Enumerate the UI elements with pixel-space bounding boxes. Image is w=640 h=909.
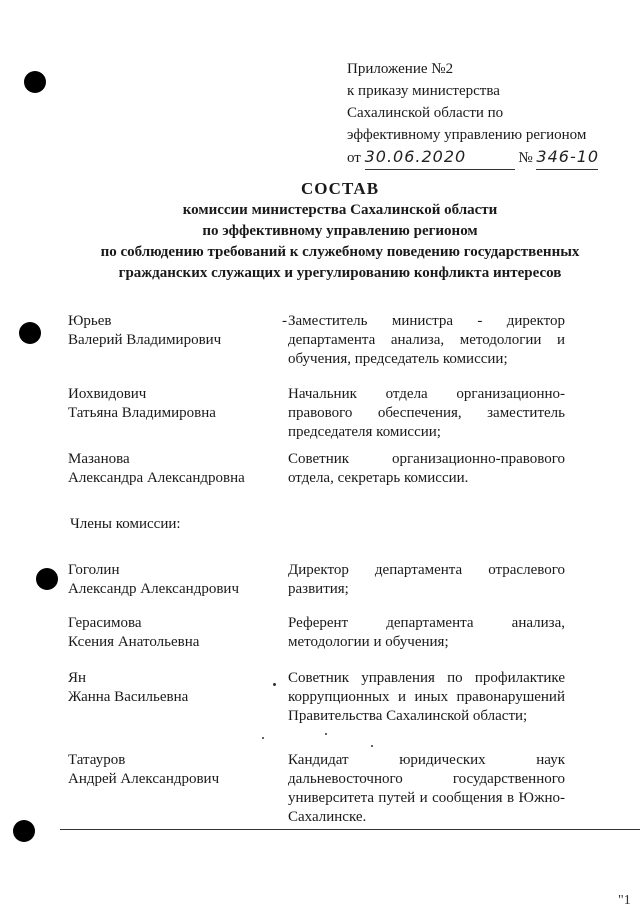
dash: - — [282, 313, 287, 329]
punch-hole-top — [24, 71, 46, 93]
scan-speck — [371, 745, 373, 747]
number-field — [536, 146, 598, 170]
person-name — [68, 312, 268, 350]
order-date: 30.06.2020 — [364, 147, 467, 166]
person-name — [68, 751, 268, 789]
appendix-line: эффективному управлению регионом — [347, 127, 587, 143]
person-role: Советник организационно-правового отдела, секретарь комиссии. — [288, 451, 565, 486]
date-field — [365, 146, 515, 170]
person-role: Директор департамента отраслевого развития; — [288, 562, 565, 597]
person-role: Начальник отдела организационно-правового обеспечения, заместитель председателя комиссии; — [288, 386, 565, 440]
punch-hole-lower — [36, 568, 58, 590]
title-line: гражданских служащих и урегулированию конфликта интересов — [118, 265, 562, 281]
surname: Ян — [68, 670, 87, 686]
surname: Иохвидович — [68, 386, 147, 402]
person-name — [68, 561, 268, 599]
title-line: по эффективному управлению регионом — [202, 223, 478, 239]
order-date-line — [347, 146, 617, 170]
person-role: Советник управления по профилактике коррупционных и иных правонарушений Правительства Сахалинской области; — [288, 670, 565, 724]
surname: Мазанова — [68, 451, 130, 467]
person-name — [68, 450, 268, 488]
appendix-line: Сахалинской области по — [347, 105, 504, 121]
given-name: Ксения Анатольевна — [68, 634, 200, 650]
person-name — [68, 385, 268, 423]
scan-speck — [273, 683, 276, 686]
title-line: комиссии министерства Сахалинской области — [182, 202, 498, 218]
surname: Юрьев — [68, 313, 112, 329]
person-role: Референт департамента анализа, методологии и обучения; — [288, 615, 565, 650]
person-role: Заместитель министра - директор департамента анализа, методологии и обучения, председатель комиссии; — [288, 313, 565, 367]
date-prefix: от — [347, 150, 361, 166]
appendix-header — [347, 58, 617, 170]
person-name — [68, 669, 268, 707]
number-prefix: № — [518, 150, 533, 166]
punch-hole-upper — [19, 322, 41, 344]
corner-mark: "1 — [618, 893, 631, 908]
person-name — [68, 614, 268, 652]
given-name: Александр Александрович — [68, 581, 239, 597]
surname: Герасимова — [68, 615, 142, 631]
given-name: Татьяна Владимировна — [68, 405, 216, 421]
person-role: Кандидат юридических наук дальневосточного государственного университета путей и сообщения в Южно-Сахалинске. — [288, 752, 565, 825]
bottom-rule — [60, 829, 640, 830]
surname: Гоголин — [68, 562, 120, 578]
document-title — [40, 178, 640, 284]
appendix-line: Приложение №2 — [347, 61, 454, 77]
surname: Татауров — [68, 752, 126, 768]
given-name: Андрей Александрович — [68, 771, 220, 787]
given-name: Александра Александровна — [68, 470, 245, 486]
scan-speck — [262, 737, 264, 739]
given-name: Жанна Васильевна — [68, 689, 189, 705]
appendix-line: к приказу министерства — [347, 83, 500, 99]
punch-hole-bottom — [13, 820, 35, 842]
scan-speck — [325, 733, 327, 735]
members-heading: Члены комиссии: — [70, 516, 181, 532]
order-number: 346-10 — [536, 147, 600, 166]
title-line: по соблюдению требований к служебному поведению государственных — [100, 244, 580, 260]
given-name: Валерий Владимирович — [68, 332, 222, 348]
title-heading: СОСТАВ — [300, 179, 380, 198]
